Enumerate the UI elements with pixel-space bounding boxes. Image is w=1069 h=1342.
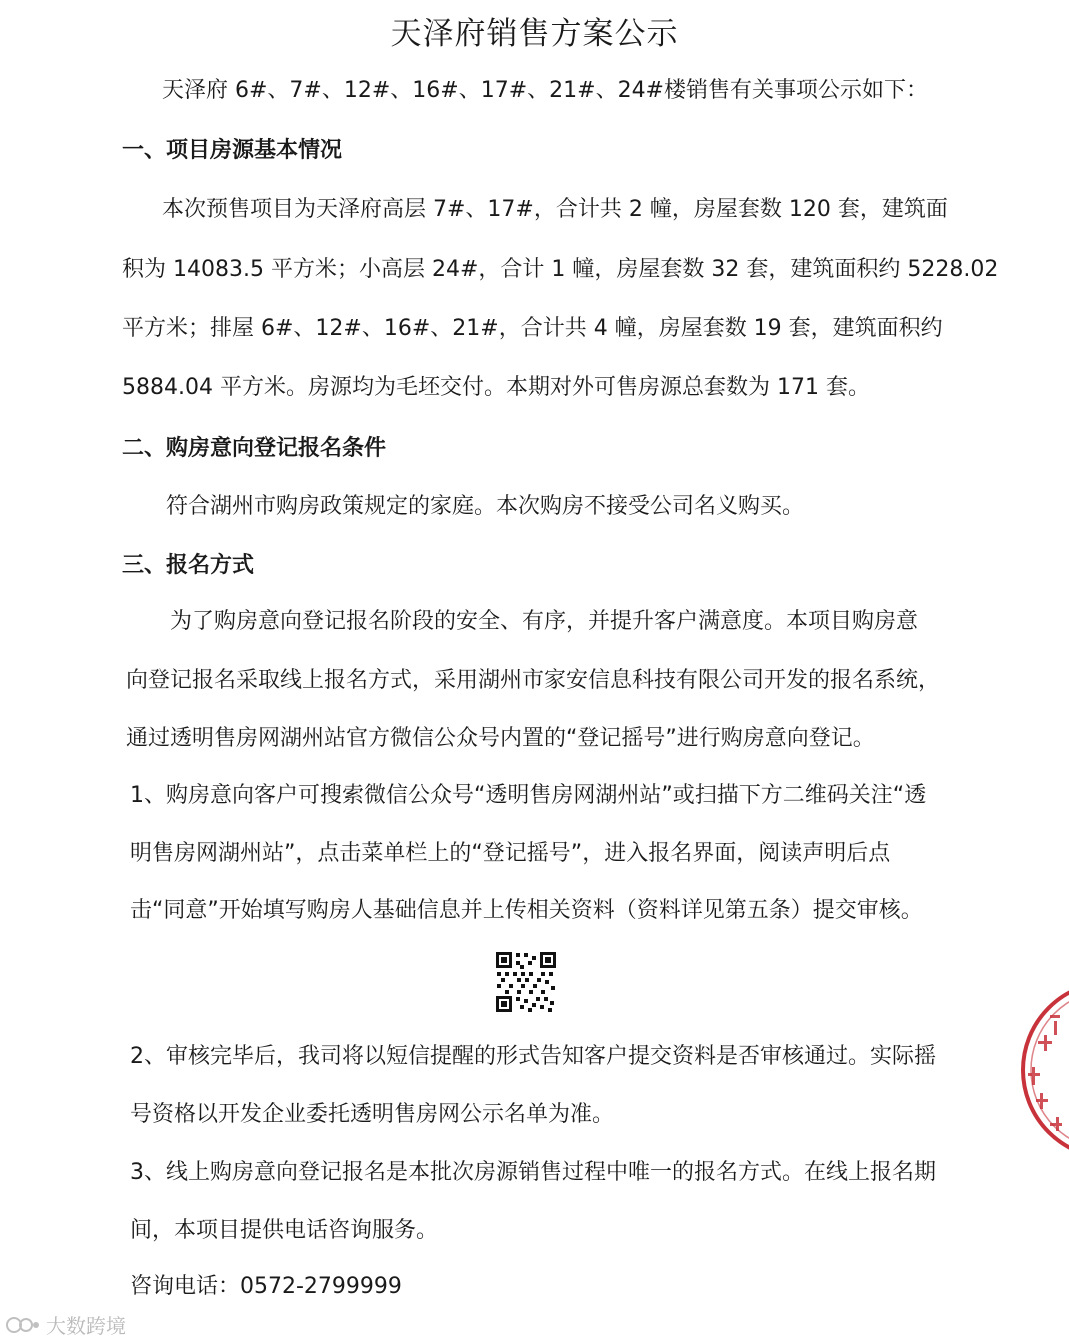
section-3-heading: 三、报名方式 bbox=[122, 553, 255, 578]
section-1-line-3: 平方米；排屋 6#、12#、16#、21#，合计共 4 幢，房屋套数 19 套，建筑面积约 bbox=[122, 316, 943, 341]
section-3-line-2: 向登记报名采取线上报名方式，采用湖州市家安信息科技有限公司开发的报名系统， bbox=[126, 668, 941, 693]
section-1-heading: 一、项目房源基本情况 bbox=[122, 138, 343, 163]
section-1-line-2: 积为 14083.5 平方米；小高层 24#，合计 1 幢，房屋套数 32 套，建筑面积约 5228.02 bbox=[122, 257, 999, 282]
watermark-logo-icon bbox=[6, 1315, 40, 1335]
watermark bbox=[6, 1310, 126, 1339]
section-3-line-7: 2、审核完毕后，我司将以短信提醒的形式告知客户提交资料是否审核通过。实际摇 bbox=[130, 1044, 936, 1069]
section-3-line-5: 明售房网湖州站”，点击菜单栏上的“登记摇号”，进入报名界面，阅读声明后点 bbox=[130, 841, 891, 866]
company-seal-icon bbox=[1016, 975, 1069, 1165]
section-2-line-1: 符合湖州市购房政策规定的家庭。本次购房不接受公司名义购买。 bbox=[166, 494, 805, 519]
section-1-line-1: 本次预售项目为天泽府高层 7#、17#，合计共 2 幢，房屋套数 120 套，建筑面 bbox=[162, 197, 948, 222]
section-3-line-9: 3、线上购房意向登记报名是本批次房源销售过程中唯一的报名方式。在线上报名期 bbox=[130, 1160, 936, 1185]
contact-phone: 咨询电话：0572-2799999 bbox=[130, 1274, 402, 1299]
watermark-text: 大数跨境 bbox=[46, 1314, 126, 1338]
section-3-line-3: 通过透明售房网湖州站官方微信公众号内置的“登记摇号”进行购房意向登记。 bbox=[126, 726, 875, 751]
section-1-line-4: 5884.04 平方米。房源均为毛坯交付。本期对外可售房源总套数为 171 套。 bbox=[122, 375, 870, 400]
section-3-line-1: 为了购房意向登记报名阶段的安全、有序，并提升客户满意度。本项目购房意 bbox=[170, 609, 919, 634]
section-2-heading: 二、购房意向登记报名条件 bbox=[122, 436, 387, 461]
section-3-line-10: 间，本项目提供电话咨询服务。 bbox=[130, 1218, 439, 1243]
intro-line: 天泽府 6#、7#、12#、16#、17#、21#、24#楼销售有关事项公示如下： bbox=[162, 78, 928, 103]
document-title: 天泽府销售方案公示 bbox=[390, 16, 679, 52]
qr-code-icon[interactable] bbox=[494, 950, 558, 1014]
section-3-line-6: 击“同意”开始填写购房人基础信息并上传相关资料（资料详见第五条）提交审核。 bbox=[130, 898, 923, 923]
section-3-line-4: 1、购房意向客户可搜索微信公众号“透明售房网湖州站”或扫描下方二维码关注“透 bbox=[130, 783, 927, 808]
section-3-line-8: 号资格以开发企业委托透明售房网公示名单为准。 bbox=[130, 1102, 615, 1127]
